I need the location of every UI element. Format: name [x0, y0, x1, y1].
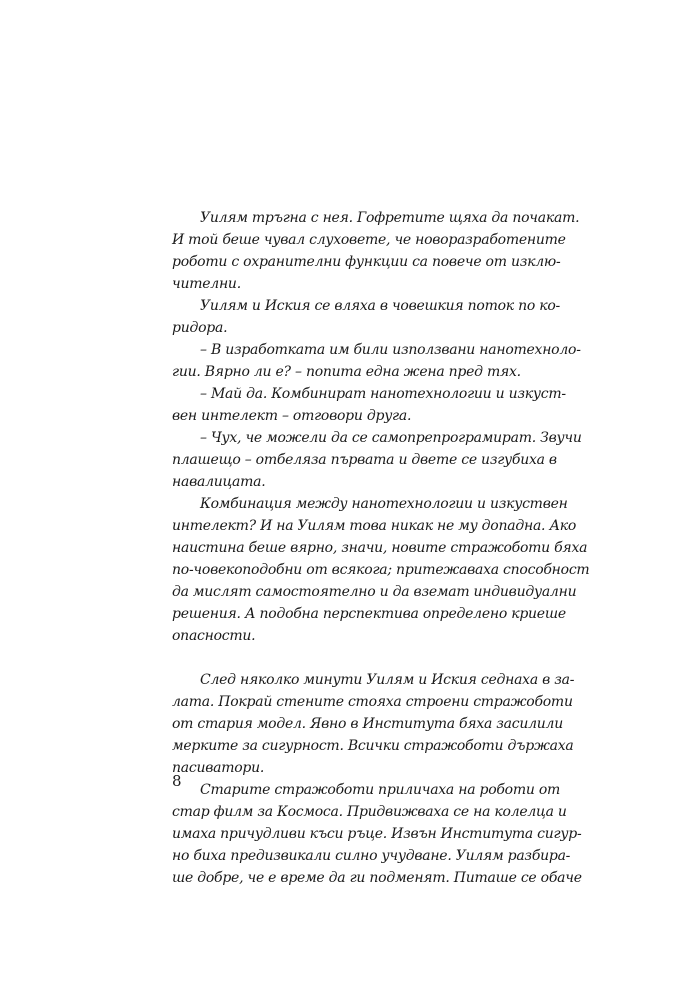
text-line: да мислят самостоятелно и да вземат индивидуални — [172, 584, 577, 600]
text-line: След няколко минути Уилям и Иския седнаха в за- — [200, 672, 575, 688]
text-line: ридора. — [172, 320, 228, 336]
text-line: – Чух, че можели да се самопрепрограмират. Звучи — [200, 430, 582, 446]
section-break — [172, 647, 532, 669]
text-line: – Май да. Комбинират нанотехнологии и изкуст- — [200, 386, 566, 402]
text-line: мерките за сигурност. Всички стражоботи държаха — [172, 738, 574, 754]
text-line: стар филм за Космоса. Придвижваха се на колелца и — [172, 804, 567, 820]
text-line: решения. А подобна перспектива определено криеше — [172, 606, 566, 622]
text-line: навалицата. — [172, 474, 266, 490]
text-line: Старите стражоботи приличаха на роботи от — [200, 782, 561, 798]
text-line: от стария модел. Явно в Института бяха засилили — [172, 716, 563, 732]
text-line: чителни. — [172, 276, 241, 292]
text-line: вен интелект – отговори друга. — [172, 408, 412, 424]
text-line: роботи с охранителни функции са повече от изклю- — [172, 254, 561, 270]
text-line: ше добре, че е време да ги подменят. Питаше се обаче — [172, 870, 582, 886]
text-line: пасиватори. — [172, 760, 265, 776]
body-text — [172, 207, 590, 889]
text-line: Уилям и Иския се вляха в човешкия поток по ко- — [200, 298, 560, 314]
text-line: опасности. — [172, 628, 256, 644]
text-line: лата. Покрай стените стояха строени стражоботи — [172, 694, 573, 710]
text-line: И той беше чувал слуховете, че новоразработените — [172, 232, 566, 248]
text-line: – В изработката им били използвани нанотехноло- — [200, 342, 581, 358]
text-line: имаха причудливи къси ръце. Извън Института сигур- — [172, 826, 582, 842]
text-line: интелект? И на Уилям това никак не му допадна. Ако — [172, 518, 577, 534]
text-line: плашещо – отбеляза първата и двете се изгубиха в — [172, 452, 557, 468]
text-line: Комбинация между нанотехнологии и изкуствен — [200, 496, 568, 512]
text-line: но биха предизвикали силно учудване. Уилям разбира- — [172, 848, 571, 864]
text-line: Уилям тръгна с нея. Гофретите щяха да почакат. — [200, 210, 580, 226]
text-line: наистина беше вярно, значи, новите стражоботи бяха — [172, 540, 588, 556]
text-line: гии. Вярно ли е? – попита една жена пред тях. — [172, 364, 521, 380]
page-number: 8 — [172, 772, 182, 790]
text-line: по-човекоподобни от всякога; притежаваха способност — [172, 562, 590, 578]
